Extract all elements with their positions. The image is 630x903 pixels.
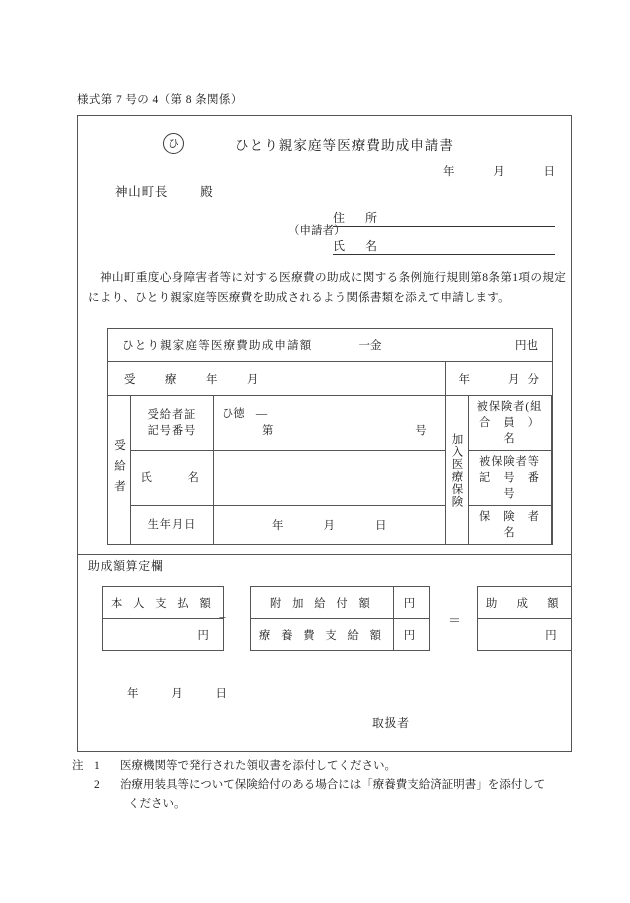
additional-benefit-value[interactable]: 円 xyxy=(393,587,429,619)
subsidy-amount-value[interactable]: 円 xyxy=(478,619,572,651)
processing-month-label: 月 xyxy=(171,688,183,700)
notes-head-spacer xyxy=(72,776,94,795)
insured-person-value[interactable] xyxy=(551,396,553,451)
self-payment-value[interactable]: 円 xyxy=(103,619,224,651)
recipient-vertical-label: 受給者 xyxy=(108,396,131,545)
handler-label: 取扱者 xyxy=(372,716,410,730)
treatment-period-label: 受 療 年 月 xyxy=(108,362,446,396)
note-item xyxy=(72,757,572,776)
addressee-honorific: 殿 xyxy=(200,185,214,199)
applicant-label: （申請者） xyxy=(288,225,346,237)
note-item xyxy=(72,776,572,795)
cert-dai-label: 第 xyxy=(262,425,274,437)
insured-person-key: 被保険者(組 合 員 ）名 xyxy=(468,396,551,451)
amount-cell[interactable] xyxy=(108,329,553,362)
medical-expense-label: 療 養 費 支 給 額 xyxy=(251,619,394,651)
medical-expense-value[interactable]: 円 xyxy=(393,619,429,651)
addressee xyxy=(115,182,214,200)
birth-day-label: 日 xyxy=(375,520,387,532)
insurance-vertical-label: 加入医療保険 xyxy=(445,396,468,545)
additional-benefit-label: 附 加 給 付 額 xyxy=(251,587,394,619)
body-paragraph xyxy=(88,268,566,308)
application-date xyxy=(443,163,555,179)
table-row-cert-number xyxy=(108,396,553,451)
insurer-name-key: 保 険 者 名 xyxy=(468,506,551,545)
calc-row-medical-expense xyxy=(251,619,430,651)
amount-yen-label: 円也 xyxy=(515,340,538,352)
birthdate-value[interactable] xyxy=(214,506,446,545)
calc-box-deductions xyxy=(250,586,430,651)
address-field-line[interactable] xyxy=(384,211,555,227)
body-line-2: より、ひとり親家庭等医療費を助成されるよう関係書類を添えて申請します。 xyxy=(99,291,510,304)
calc-box-self-payment xyxy=(102,586,227,651)
notes-head-label: 注 xyxy=(72,760,84,772)
amount-ikkin-label: 一金 xyxy=(358,340,382,352)
note-number: 2 xyxy=(94,779,100,791)
treatment-period-value[interactable] xyxy=(445,362,553,396)
minus-operator-icon: − xyxy=(219,610,227,625)
date-month-label: 月 xyxy=(493,166,505,178)
processing-date xyxy=(127,685,227,701)
note-text: 医療機関等で発行された領収書を添付してください。 xyxy=(120,760,396,772)
note-number: 1 xyxy=(94,760,100,772)
date-year-label: 年 xyxy=(443,166,455,178)
amount-label: ひとり親家庭等医療費助成申請額 xyxy=(122,340,313,352)
processing-day-label: 日 xyxy=(215,688,227,700)
cert-number-key: 受給者証 記号番号 xyxy=(131,396,214,451)
birth-month-label: 月 xyxy=(323,520,335,532)
recipient-name-value[interactable] xyxy=(214,451,446,506)
treatment-bun-label: 分 xyxy=(527,373,539,386)
note-text: 治療用装具等について保険給付のある場合には「療養費支給済証明書」を添付して xyxy=(120,779,546,791)
calc-row-additional-benefit xyxy=(251,587,430,619)
address-field[interactable] xyxy=(333,209,555,227)
processing-year-label: 年 xyxy=(127,688,139,700)
hi-mark-icon: ひ xyxy=(163,133,184,154)
table-row-amount xyxy=(108,329,553,362)
birthdate-key: 生年月日 xyxy=(131,506,214,545)
calc-row-value xyxy=(103,619,224,651)
table-row-recipient-name xyxy=(108,451,553,506)
address-field-label: 住 所 xyxy=(333,209,384,227)
page-title: ひとり親家庭等医療費助成申請書 xyxy=(235,138,454,153)
calc-row-value xyxy=(478,619,572,651)
form-number: 様式第 7 号の 4（第 8 条関係） xyxy=(77,94,243,106)
addressee-name: 神山町長 xyxy=(115,185,169,199)
notes-section xyxy=(72,757,572,814)
application-main-table xyxy=(107,328,553,545)
equals-operator-icon: ＝ xyxy=(448,613,462,628)
calc-box-subsidy xyxy=(477,586,572,651)
name-field[interactable] xyxy=(333,237,555,255)
frame-divider xyxy=(78,554,571,555)
table-row-birthdate xyxy=(108,506,553,545)
body-line-1: 神山町重度心身障害者等に対する医療費の助成に関する条例施行規則第8条第1項の規定に xyxy=(88,271,566,304)
calc-row-label xyxy=(103,587,224,619)
date-day-label: 日 xyxy=(543,166,555,178)
calculation-section-title: 助成額算定欄 xyxy=(88,559,164,573)
self-payment-label: 本 人 支 払 額 xyxy=(103,587,224,619)
insured-number-key: 被保険者等 記 号 番 号 xyxy=(468,451,551,506)
cert-number-value[interactable]: ひ徳 ― 第 号 xyxy=(214,396,446,451)
name-field-label: 氏 名 xyxy=(333,237,384,255)
note-continuation: ください。 xyxy=(128,798,186,810)
treatment-month-label: 月 xyxy=(508,373,520,386)
table-row-treatment-month xyxy=(108,362,553,396)
recipient-name-key: 氏 名 xyxy=(131,451,214,506)
treatment-year-label: 年 xyxy=(458,373,470,386)
name-field-line[interactable] xyxy=(384,239,555,255)
subsidy-amount-label: 助 成 額 xyxy=(478,587,572,619)
birth-year-label: 年 xyxy=(272,520,284,532)
calc-row-label xyxy=(478,587,572,619)
cert-gou-label: 号 xyxy=(415,425,427,437)
